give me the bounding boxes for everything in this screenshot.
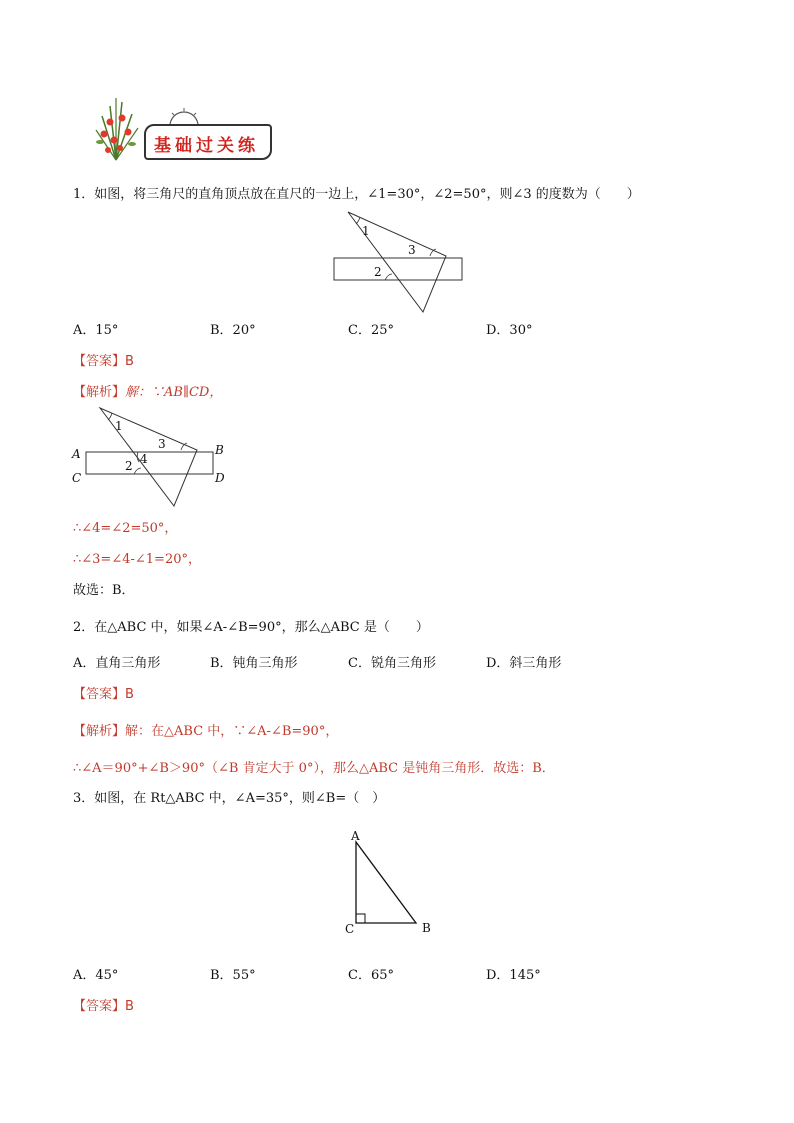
q1-analysis [73,384,222,402]
q3-label-b: B [422,921,431,935]
q2-analysis-tag: 【解析】 [73,724,126,739]
q2-option-d[interactable]: D．斜三角形 [486,656,562,671]
q1-option-d[interactable]: D．30° [486,323,533,338]
q3-option-c[interactable]: C．65° [348,968,394,983]
q3-stem: 3．如图，在 Rt△ABC 中，∠A=35°，则∠B=（ ） [73,791,386,806]
q2-option-a[interactable]: A．直角三角形 [73,656,161,671]
flower-decoration-icon [86,96,146,162]
q2-analysis-line2: ∴∠A＝90°+∠B＞90°（∠B 肯定大于 0°），那么△ABC 是钝角三角形．故选：B． [73,761,555,776]
q2-stem: 2．在△ABC 中，如果∠A-∠B=90°，那么△ABC 是（ ） [73,620,429,635]
q1-option-b[interactable]: B．20° [210,323,256,338]
fig2-angle1-label: 1 [115,419,123,433]
q1-answer: 【答案】B [73,354,134,369]
fig2-label-d: D [215,471,225,485]
q3-figure [340,828,450,938]
q1-step-2: ∴∠3=∠4-∠1=20°， [73,552,201,567]
q1-angle3-label: 3 [408,243,416,257]
q1-analysis-intro: 解：∵AB∥CD， [125,385,223,400]
q1-figure [330,210,470,314]
q1-analysis-tag: 【解析】 [73,385,126,400]
q1-angle1-label: 1 [362,224,370,238]
q3-label-a: A [351,829,360,843]
fig2-angle4-label: 4 [140,452,148,466]
fig2-label-c: C [72,471,82,485]
q1-analysis-figure [70,404,240,508]
q2-option-c[interactable]: C．锐角三角形 [348,656,436,671]
section-header [86,96,276,162]
q1-option-a[interactable]: A．15° [73,323,119,338]
q2-analysis-1 [73,723,338,741]
header-title: 基础过关练 [154,136,259,156]
q3-label-c: C [345,922,355,936]
fig2-label-a: A [72,447,81,461]
q2-analysis-line1: 解：在△ABC 中，∵∠A-∠B=90°， [125,724,339,739]
q3-option-b[interactable]: B．55° [210,968,256,983]
q2-option-b[interactable]: B．钝角三角形 [210,656,298,671]
q1-step-1: ∴∠4=∠2=50°， [73,521,178,536]
header-title-box [144,124,272,160]
q1-stem: 1．如图，将三角尺的直角顶点放在直尺的一边上，∠1=30°，∠2=50°，则∠3 的度数为（ ） [73,187,640,202]
q2-answer: 【答案】B [73,687,134,702]
q1-angle2-label: 2 [374,265,382,279]
q3-option-a[interactable]: A．45° [73,968,119,983]
q3-option-d[interactable]: D．145° [486,968,541,983]
fig2-angle2-label: 2 [125,459,133,473]
q1-option-c[interactable]: C．25° [348,323,394,338]
fig2-label-b: B [215,443,224,457]
q3-answer: 【答案】B [73,999,134,1014]
fig2-angle3-label: 3 [158,437,166,451]
q1-choose: 故选：B． [73,583,135,598]
